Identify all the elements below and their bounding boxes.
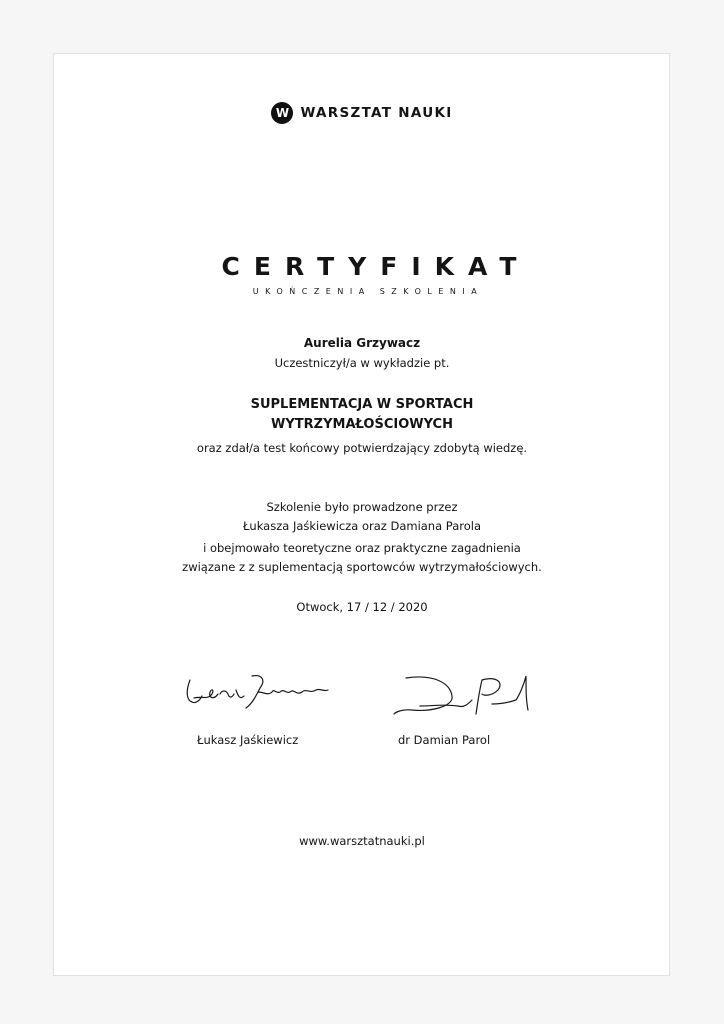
description-line-1: Szkolenie było prowadzone przez bbox=[266, 500, 458, 514]
logo-mark-icon: W bbox=[271, 102, 293, 124]
course-title-line1: SUPLEMENTACJA W SPORTACH bbox=[250, 397, 474, 412]
description-line-3: i obejmowało teoretyczne oraz praktyczne zagadnienia bbox=[203, 541, 521, 555]
logo bbox=[0, 102, 724, 124]
signatory-name-2: dr Damian Parol bbox=[398, 733, 491, 747]
place-date: Otwock, 17 / 12 / 2020 bbox=[296, 600, 428, 614]
website-link[interactable]: www.warsztatnauki.pl bbox=[299, 834, 425, 848]
logo-text: WARSZTAT NAUKI bbox=[300, 105, 453, 121]
passed-text: oraz zdał/a test końcowy potwierdzający zdobytą wiedzę. bbox=[196, 441, 528, 455]
course-title-line2: WYTRZYMAŁOŚCIOWYCH bbox=[271, 417, 453, 432]
participation-text: Uczestniczył/a w wykładzie pt. bbox=[274, 356, 450, 370]
signature-jaskiewicz-icon bbox=[182, 670, 332, 712]
signature-parol-icon bbox=[392, 670, 534, 722]
recipient-name: Aurelia Grzywacz bbox=[303, 336, 421, 350]
certificate-subtitle: UKOŃCZENIA SZKOLENIA bbox=[252, 287, 484, 296]
description-line-4: związane z z suplementacją sportowców wytrzymałościowych. bbox=[182, 560, 542, 574]
signatory-name-1: Łukasz Jaśkiewicz bbox=[197, 733, 299, 747]
description-line-2: Łukasza Jaśkiewicza oraz Damiana Parola bbox=[242, 519, 482, 533]
certificate-title: CERTYFIKAT bbox=[221, 252, 531, 281]
